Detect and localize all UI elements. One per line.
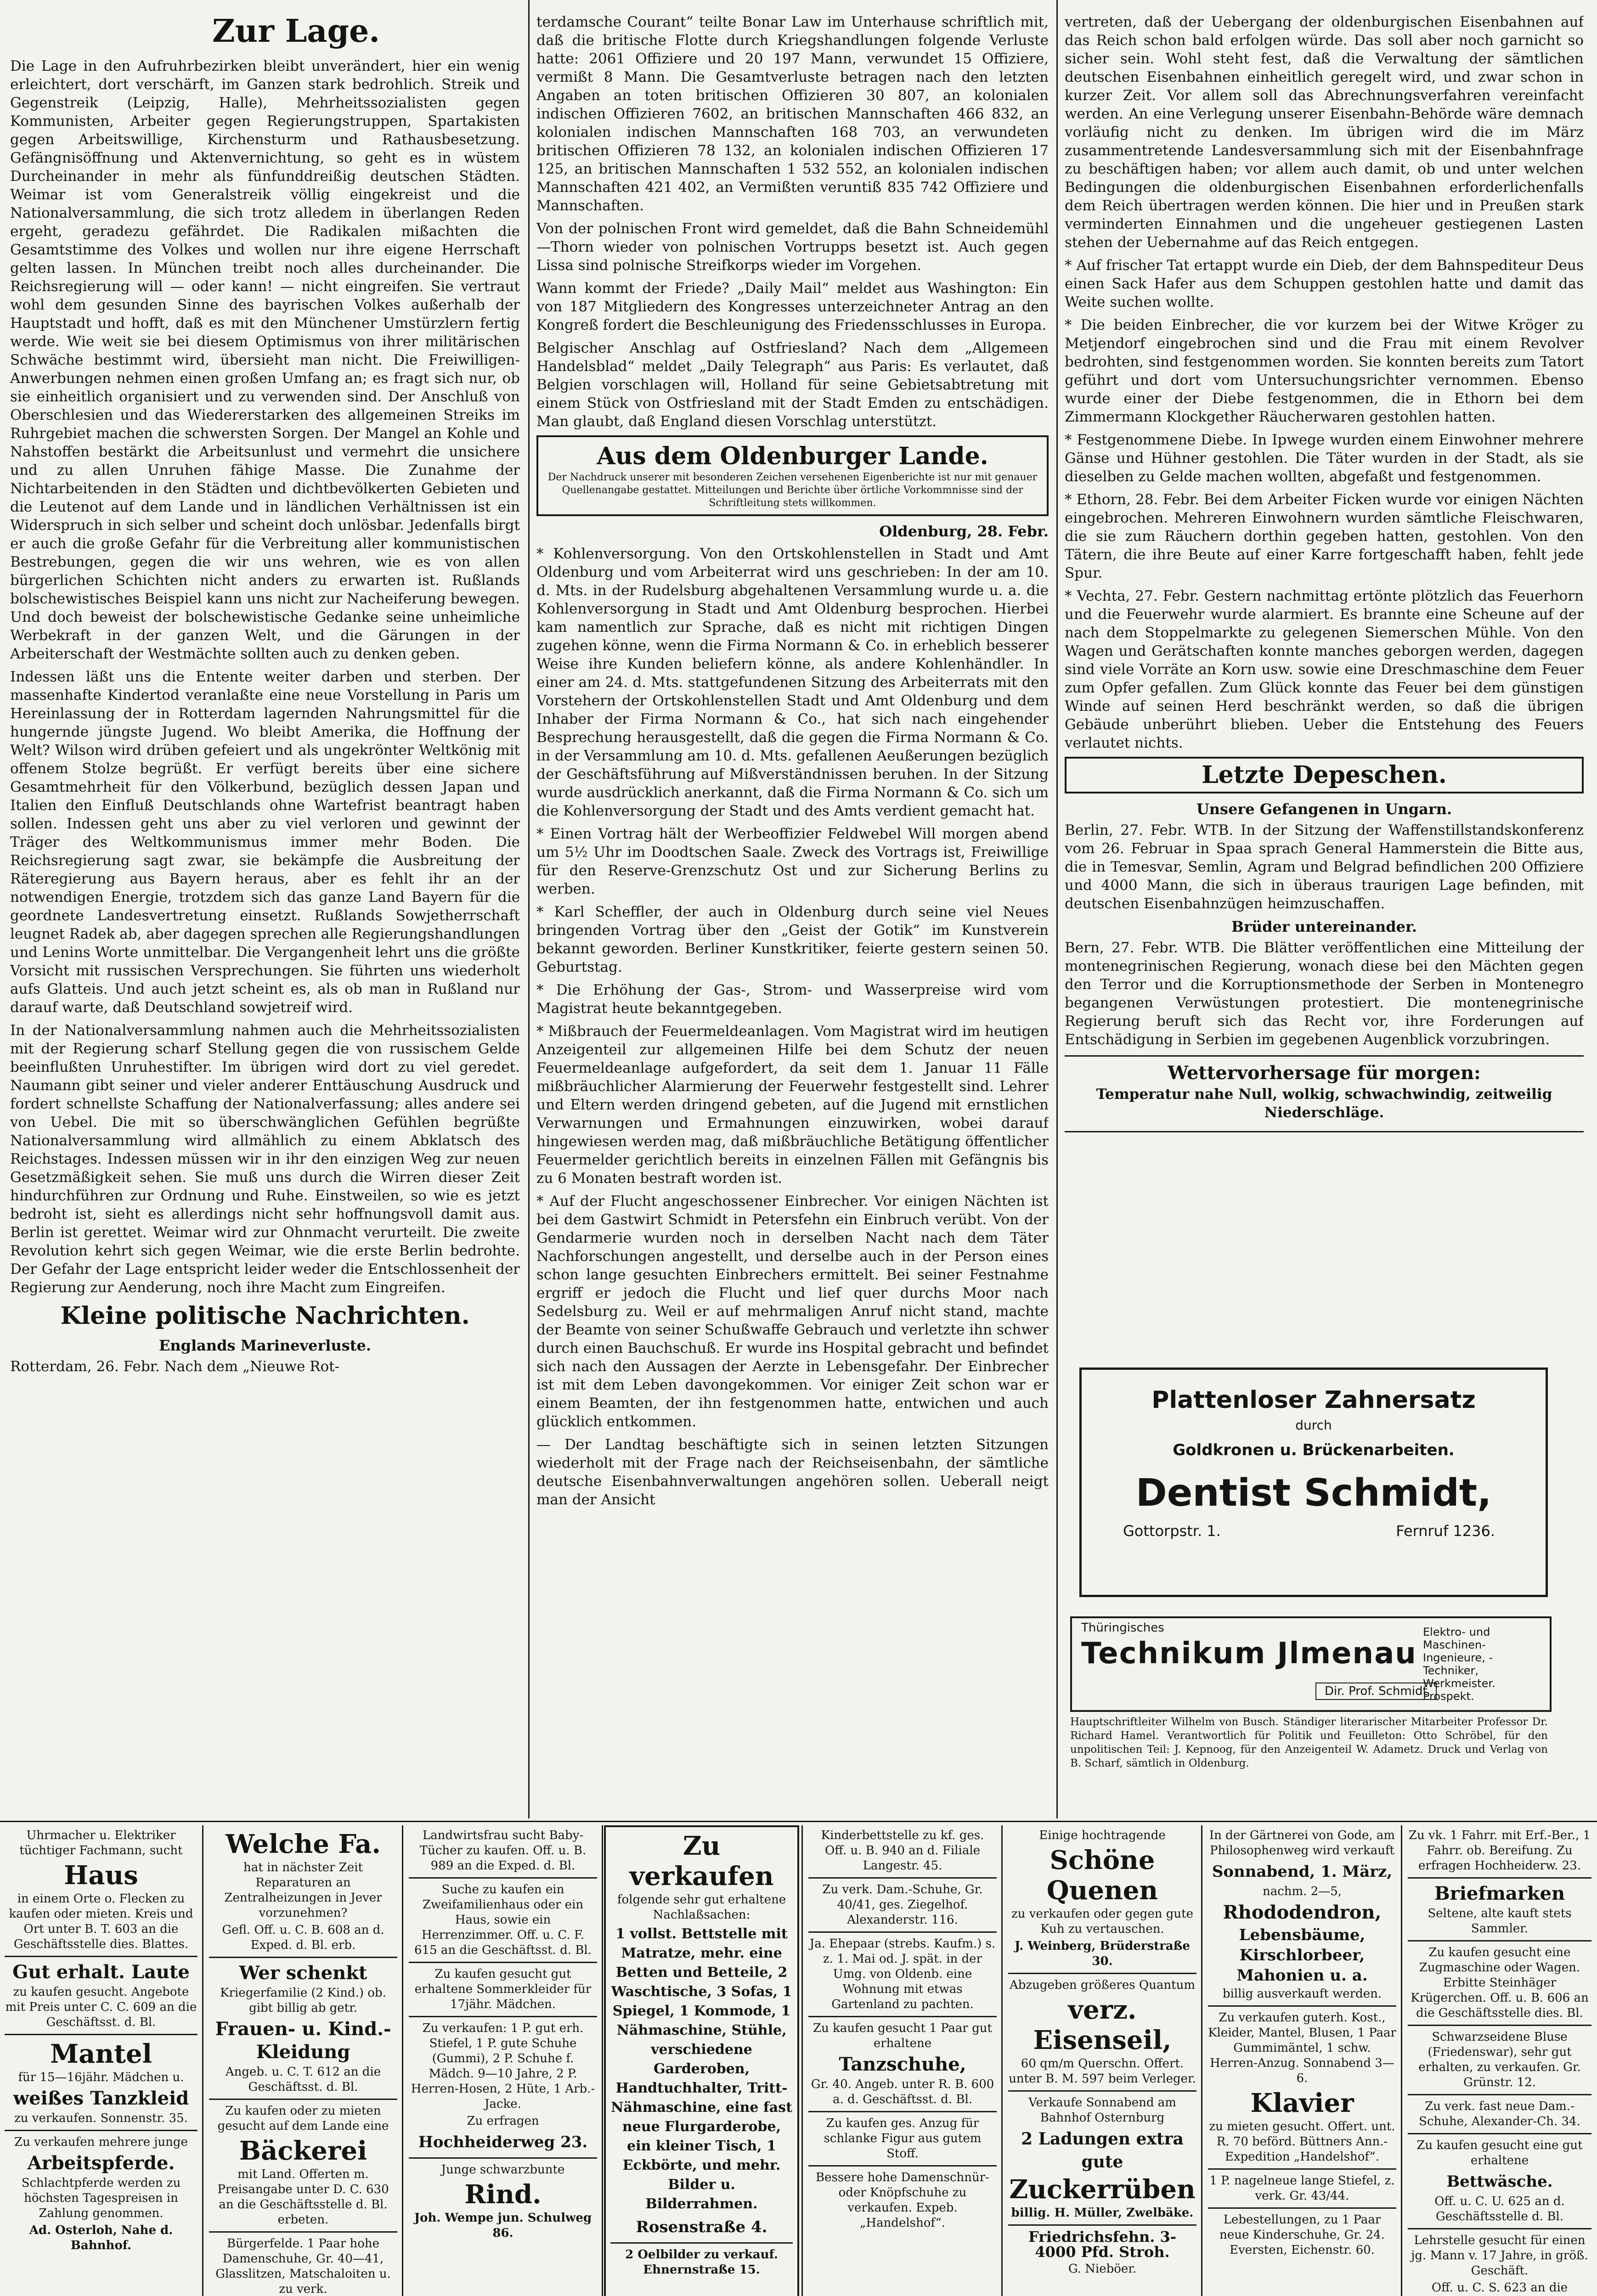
section-rule: [0, 1821, 1597, 1822]
article-paragraph: Berlin, 27. Febr. WTB. In der Sitzung der Waffenstillstandskonferenz vom 26. Februar in Spaa sprach General Hammerstein die Bitte aus, die in Temesvar, Semlin, Agram und Belgrad befindlichen 200 Offiziere und 4000 Mann, die sich in überaus traurigen Lage befinden, mit deutschen Eisenbahnzügen heimzuschaffen.: [1065, 822, 1584, 912]
ad-divider: [209, 1957, 397, 1958]
ad-text: Junge schwarzbunte: [441, 2163, 565, 2177]
ad-text: Angeb. u. C. T. 612 an die Geschäftsst. d. Bl.: [225, 2065, 381, 2094]
ad-zahn-title: Plattenloser Zahnersatz: [1151, 1386, 1476, 1414]
ad-text: Zu verk. fast neue Dam.-Schuhe, Alexander-Ch. 34.: [1419, 2099, 1580, 2128]
ad-text: Kinderbettstelle zu kf. ges. Off. u. B. 940 an d. Filiale Langestr. 45.: [821, 1829, 984, 1873]
ad-column-6: [1004, 1825, 1201, 2296]
article-paragraph: * Auf der Flucht angeschossener Einbrecher. Vor einigen Nächten ist bei dem Gastwirt Schmidt in Petersfehn ein Einbruch verübt. Von der Gendarmerie wurden noch in derselben Nacht nach dem Täter Nachforschungen angestellt, und derselbe auch in der Person eines schon lange gesuchten Einbrechers ermittelt. Bei seiner Festnahme ergriff er jedoch die Flucht und lief quer durchs Moor nach Sedelsburg zu. Weil er auf mehrmaligen Anruf nicht stand, machte der Beamte von seiner Schußwaffe Gebrauch und verletzte ihn schwer durch einen Bauchschuß. Er wurde ins Hospital gebracht und befindet sich nach den Aussagen der Aerzte in Lebensgefahr. Der Einbrecher ist mit dem Leben davongekommen. Vor einiger Zeit schon war er einem Beamten, der ihn festgenommen hatte, entwichen und auch glücklich entkommen.: [536, 1193, 1049, 1430]
ad-divider: [1208, 2168, 1396, 2170]
ad-rule: [1001, 1825, 1003, 2296]
ad-zahn-durch: durch: [1295, 1418, 1332, 1433]
ad-text: Bürgerfelde. 1 Paar hohe Damenschuhe, Gr. 40—41, Glasslitzen, Matschaloiten u. zu verk.: [215, 2237, 391, 2296]
ad-text: zu mieten gesucht. Offert. unt. R. 70 beförd. Büttners Ann.-Expedition „Handelshof“.: [1209, 2120, 1395, 2164]
column-rule: [528, 0, 530, 1818]
article-paragraph: * Festgenommene Diebe. In Ipwege wurden einem Einwohner mehrere Gänse und Hühner gestohlen. Die Täter wurden in der Stadt, als sie dieselben zu Gelde machen wollten, abgefaßt und festgenommen.: [1065, 432, 1584, 485]
ad-text: zu verkaufen. Sonnenstr. 35.: [14, 2111, 188, 2125]
ad-rule: [402, 1825, 403, 2296]
article-paragraph: * Die Erhöhung der Gas-, Strom- und Wasserpreise wird vom Magistrat heute bekanntgegeben.: [536, 982, 1049, 1017]
ad-text: Schlachtpferde werden zu höchsten Tagespreisen in Zahlung genommen.: [21, 2176, 181, 2220]
ad-heading: Bäckerei: [239, 2136, 367, 2166]
ad-column-1: [0, 1825, 202, 2296]
ad-text: Zu kaufen ges. Anzug für schlanke Figur aus gutem Stoff.: [824, 2116, 982, 2161]
ad-text: Ja. Ehepaar (strebs. Kaufm.) s. z. 1. Mai od. J. spät. in der Umg. von Oldenb. eine Wohnung mit etwas Gartenland zu pachten.: [809, 1937, 996, 2011]
ad-divider: [1408, 2094, 1591, 2095]
ad-text: Zu erfragen: [467, 2114, 539, 2128]
weather-text: Temperatur nahe Null, wolkig, schwachwindig, zeitweilig Niederschläge.: [1096, 1086, 1552, 1121]
ad-heading: weißes Tanzkleid: [13, 2088, 189, 2109]
article-paragraph: vertreten, daß der Uebergang der oldenburgischen Eisenbahnen auf das Reich schon bald erfolgen würde. Das soll aber noch garnicht so sicher sein. Wohl steht fest, daß die Verwaltung der sämtlichen deutschen Eisenbahnen einheitlich geregelt wird, und zwar schon in kurzer Zeit. Vor allem soll das Abrechnungsverfahren vereinfacht werden. An eine Verlegung unserer Eisenbahn-Behörde wäre demnach vorläufig nicht zu denken. Im übrigen wird die im März zusammentretende Landesversammlung sich mit der Eisenbahnfrage zu beschäftigen haben; vor allem auch damit, ob und unter welchen Bedingungen die oldenburgischen Eisenbahnen erforderlichenfalls dem Reich übertragen werden können. Die hier und in Preußen stark verminderten Einnahmen und die ungeheuer gestiegenen Lasten stehen der Uebernahme auf das Reich entgegen.: [1065, 14, 1584, 251]
column-rule: [1056, 0, 1058, 1818]
ad-text: Verkaufe Sonnabend am Bahnhof Osternburg: [1028, 2096, 1176, 2125]
ad-rule: [1201, 1825, 1202, 2296]
ad-heading: Frauen- u. Kind.-Kleidung: [215, 2018, 391, 2063]
ad-divider: [5, 2034, 198, 2035]
section-letzte-depeschen: [1065, 757, 1584, 793]
reprint-note: Der Nachdruck unserer mit besonderen Zeichen versehenen Eigenberichte ist nur mit genauer Quellenangabe gestattet. Mitteilungen und Berichte über örtliche Vorkommnisse sind der Schriftleitung stets willkommen.: [547, 472, 1038, 509]
ad-text: Gr. 40. Angeb. unter R. B. 600 a. d. Geschäftsst. d. Bl.: [811, 2077, 994, 2106]
ad-text: zu verkaufen oder gegen gute Kuh zu vertauschen.: [1011, 1907, 1193, 1936]
ad-text: billig. H. Müller, Zwelbäke.: [1011, 2206, 1194, 2220]
article-paragraph: * Kohlenversorgung. Von den Ortskohlenstellen in Stadt und Amt Oldenburg und vom Arbeiterrat wird uns geschrieben: In der am 10. d. Mts. in der Rudelsburg abgehaltenen Versammlung wurde u. a. die Kohlenversorgung in Stadt und Amt Oldenburg besprochen. Hierbei kam namentlich zur Sprache, daß es nicht mit richtigen Dingen zugehen könne, wenn die Firma Normann & Co. in erheblich besserer Weise ihre Kunden beliefern könne, als andere Kohlenhändler. In einer am 24. d. Mts. stattgefundenen Sitzung des Arbeiterrats mit den Vorstehern der Ortskohlenstellen Stadt und Amt Oldenburg und dem Inhaber der Firma Normann & Co., hat sich nach eingehender Besprechung herausgestellt, daß die gegen die Firma Normann & Co. in der Versammlung am 10. d. Mts. gefallenen Aeußerungen bezüglich der Geschäftsführung auf Mißverständnissen beruhen. In der Sitzung wurde ausdrücklich anerkannt, daß die Firma Normann & Co. sich um die Kohlenversorgung der Stadt und des Amts verdient gemacht hat.: [536, 546, 1049, 819]
article-paragraph: Die Lage in den Aufruhrbezirken bleibt unverändert, hier ein wenig erleichtert, dort verschärft, im Ganzen stark bedrohlich. Streik und Gegenstreik (Leipzig, Halle), Mehrheitssozialisten gegen Kommunisten, Arbeiter gegen Regierungstruppen, Spartakisten gegen Arbeitswillige, Kirchensturm und Rathausbesetzung. Gefängnisöffnung und Aktenvernichtung, so geht es in wüstem Durcheinander in mehr als fünfunddreißig deutschen Städten. Weimar ist vom Generalstreik völlig eingekreist und die Nationalversammlung, die sich trotz alledem in überlangen Reden ergeht, geradezu gefährdet. Die Radikalen mißachten die Gesamtstimme des Volkes und wollen nur ihre eigene Herrschaft gelten lassen. In München treibt noch alles durcheinander. Die Reichsregierung will — oder kann! — nicht eingreifen. Sie vertraut wohl dem gesunden Sinne des bayrischen Volkes außerhalb der Hauptstadt und hofft, daß es mit den Münchener Umstürzlern fertig werde. Wie weit sie bei diesem Optimismus von ihrer militärischen Schwäche bestimmt wird, übersieht man nicht. Die Freiwilligen-Anwerbungen nehmen einen großen Umfang an; es fragt sich nur, ob sie einheitlich organisiert und zu verwenden sind. Der Anschluß von Oberschlesien und das Wiedererstarken des allgemeinen Streiks im Ruhrgebiet machen die schwersten Sorgen. Der Mangel an Kohle und Nahstoffen bestärkt die Arbeitsunlust und vermehrt die unsichere und zu allen Unruhen fähige Masse. Die Zunahme der Nichtarbeitenden in den Städten und dichtbevölkerten Gebieten und die Leutenot auf dem Lande und in ländlichen Verhältnissen ist ein Widerspruch in sich selber und scheint doch unlösbar. Jedenfalls birgt er auch die große Gefahr für die Verbreitung aller kommunistischen Bestrebungen, gegen die wir uns wehren, wie es von allen bürgerlichen Schichten nicht anders zu erwarten ist. Rußlands bolschewistisches Beispiel kann uns nicht zur Nacheiferung bewegen. Und doch beweist der bolschewistische Gedanke seine unheimliche Werbekraft in der ganzen Welt, und die Gärungen in der Arbeiterschaft der Westmächte sollten auch zu denken geben.: [10, 58, 520, 662]
ad-rule: [801, 1825, 803, 2296]
ad-divider: [409, 2016, 597, 2017]
ad-divider: [808, 2111, 997, 2112]
article-paragraph: Bern, 27. Febr. WTB. Die Blätter veröffentlichen eine Mitteilung der montenegrinischen Regierung, wonach diese bei den Mächten gegen den Terror und die Korruptionsmethode der Serben in Montenegro begangenen Verwüstungen protestiert. Die montenegrinische Regierung beruft sich das Recht vor, ihre Forderungen auf Entschädigung in Serbien im gegebenen Augenblick vorzubringen.: [1065, 940, 1584, 1048]
ad-column-4: [604, 1825, 799, 2296]
subheading-gefangene: Unsere Gefangenen in Ungarn.: [1196, 800, 1452, 818]
ad-text: Abzugeben größeres Quantum: [1010, 1978, 1195, 1992]
ad-text: Zu kaufen gesucht gut erhaltene Sommerkleider für 17jähr. Mädchen.: [414, 1967, 592, 2011]
ad-divider: [409, 1962, 597, 1963]
article-paragraph: Wann kommt der Friede? „Daily Mail“ meldet aus Washington: Ein von 187 Mitgliedern des Kongresses unterzeichneter Antrag an den Kongreß fordert die Beschleunigung des Friedensschlusses in Europa.: [536, 280, 1049, 333]
ad-divider: [808, 1877, 997, 1879]
ad-divider: [1008, 2224, 1196, 2226]
ad-text: Seltene, alte kauft stets Sammler.: [1428, 1907, 1572, 1936]
ad-divider: [610, 2242, 793, 2244]
ad-divider: [5, 2130, 198, 2131]
article-paragraph: * Karl Scheffler, der auch in Oldenburg durch seine viel Neues bringenden Vortrag über den „Geist der Gotik“ im Kunstverein bekannt geworden. Berliner Kunstkritiker, feierte gestern seinen 50. Geburtstag.: [536, 904, 1049, 975]
weather-box: [1065, 1055, 1584, 1132]
column-2: [536, 13, 1049, 1822]
ad-text: Einige hochtragende: [1039, 1829, 1166, 1842]
ad-tech-name: Technikum Jlmenau: [1081, 1637, 1417, 1671]
ad-heading: Klavier: [1250, 2088, 1354, 2118]
subheading-brueder: Brüder untereinander.: [1231, 918, 1417, 935]
ad-text: Friedrichsfehn. 3-4000 Pfd. Stroh.: [1028, 2228, 1177, 2261]
article-paragraph: — Der Landtag beschäftigte sich in seinen letzten Sitzungen wiederholt mit der Frage nach der Reichseisenbahn, der sämtliche deutsche Eisenbahnverwaltungen angehören sollen. Ueberall neigt man der Ansicht: [536, 1436, 1049, 1508]
ad-divider: [1408, 2228, 1591, 2229]
ad-heading: Welche Fa.: [226, 1829, 381, 1859]
subheading-marineverluste: Englands Marineverluste.: [158, 1337, 372, 1354]
ad-divider: [1408, 1940, 1591, 1941]
ad-heading: Hochheiderweg 23.: [418, 2133, 588, 2151]
ad-text: Zu vk. 1 Fahrr. mit Erf.-Ber., 1 Fahrr. ob. Bereifung. Zu erfragen Hochheiderw. 23.: [1408, 1829, 1591, 1873]
ad-dentist-schmidt: [1079, 1367, 1548, 1597]
ad-text: Uhrmacher u. Elektriker tüchtiger Fachmann, sucht: [19, 1829, 183, 1857]
ad-zahn-name: Dentist Schmidt,: [1135, 1471, 1492, 1515]
ad-text: Joh. Wempe jun. Schulweg 86.: [414, 2211, 592, 2240]
ad-divider: [1008, 1973, 1196, 1974]
ad-divider: [1008, 2090, 1196, 2092]
ad-heading: Tanzschuhe,: [839, 2054, 966, 2075]
ad-text: Lehrstelle gesucht für einen jg. Mann v. 17 Jahre, in größ. Geschäft.: [1411, 2234, 1588, 2278]
ad-heading: 2 Ladungen extra gute: [1021, 2129, 1184, 2172]
article-paragraph: * Ethorn, 28. Febr. Bei dem Arbeiter Ficken wurde vor einigen Nächten eingebrochen. Mehreren Einwohnern wurden sämtliche Fleischwaren, die sie zum Räuchern dorthin gegeben hatten, gestohlen. Von den Tätern, die ihre Beute auf einer Karre fortgeschafft haben, fehlt jede Spur.: [1065, 491, 1584, 581]
article-paragraph: * Die beiden Einbrecher, die vor kurzem bei der Witwe Kröger zu Metjendorf eingebrochen sind und die Frau mit einem Revolver bedrohten, sind festgenommen worden. Sie konnten bereits zum Tatort geführt und dort vom Untersuchungsrichter vernommen. Ebenso wurde einer der Diebe festgenommen, die in Ethorn bei dem Zimmermann Klockgether Räucherwaren gestohlen hatten.: [1065, 317, 1584, 425]
ad-text: Zu verkaufen guterh. Kost., Kleider, Mantel, Blusen, 1 Paar Gummimäntel, 1 schw. Herren-Anzug. Sonnabend 3—6.: [1208, 2011, 1396, 2085]
ad-divider: [209, 2099, 397, 2100]
ad-heading: Rhododendron,: [1223, 1902, 1382, 1923]
ad-heading: Haus: [64, 1860, 138, 1891]
article-paragraph: * Auf frischer Tat ertappt wurde ein Dieb, der dem Bahnspediteur Deus einen Sack Hafer aus dem Schuppen gestohlen hatte und damit das Weite suchen wollte.: [1065, 257, 1584, 310]
ad-tech-top: Thüringisches: [1081, 1621, 1164, 1635]
ad-text: Gefl. Off. u. C. B. 608 an d. Exped. d. Bl. erb.: [222, 1923, 384, 1952]
dateline: Oldenburg, 28. Febr.: [879, 523, 1049, 540]
column-3: [1065, 13, 1584, 1358]
ad-text: Bessere hohe Damenschnür- oder Knöpfschuhe zu verkaufen. Expeb. „Handelshof“.: [816, 2171, 989, 2230]
ad-text: 1 P. nagelneue lange Stiefel, z. verk. Gr. 43/44.: [1209, 2174, 1395, 2203]
ad-column-7: [1203, 1825, 1401, 2296]
ad-heading: Arbeitspferde.: [27, 2152, 175, 2174]
ad-divider: [409, 2157, 597, 2159]
ad-text: folgende sehr gut erhaltene Nachlaßsachen:: [617, 1893, 786, 1922]
ad-heading: Rosenstraße 4.: [636, 2218, 767, 2236]
imprint: Hauptschriftleiter Wilhelm von Busch. Ständiger literarischer Mitarbeiter Professor Dr. Richard Hamel. Verantwortlich für Politik und Feuilleton: Otto Schröbel, für den unpolitischen Teil: J. Kepnoog, für den Anzeigenteil W. Adametz. Druck und Verlag von B. Scharf, sämtlich in Oldenburg.: [1070, 1716, 1548, 1769]
article-paragraph: Indessen läßt uns die Entente weiter darben und sterben. Der massenhafte Kindertod veranlaßte eine neue Vorstellung in Paris um Hereinlassung der in Rotterdam lagernden Nahrungsmittel für die hungernde jüngste Jugend. Wo bleibt Amerika, die Hoffnung der Welt? Wilson wird drüben gefeiert und als ungekrönter Weltkönig mit offenem Stolze begrüßt. Er verfügt bereits über eine sichere Gesamtmehrheit für den Völkerbund, bezüglich dessen Japan und Italien den Einfluß Deutschlands ohne Wartefrist beantragt haben sollen. Indessen geht uns aber zu viel verloren und gewinnt der Träger des Weltkommunismus immer mehr Boden. Die Reichsregierung sagt zwar, sie bekämpfe die Ausbreitung der Räteregierung aus Bayern heraus, aber es fehlt ihr an der notwendigen Energie, trotzdem sich das ganze Land Bayern für die geordnete Landesvertretung einsetzt. Rußlands Sowjetherrschaft leugnet Radek ab, aber dagegen sprechen alle Regierungshandlungen und Lenins Worte unmittelbar. Die Vergangenheit lehrt uns die größte Vorsicht mit russischen Versprechungen. Sie führten uns wiederholt aufs Glatteis. Und auch jetzt scheint es, als ob man in Rußland nur darauf warte, daß Deutschland sowjetreif wird.: [10, 669, 520, 1016]
ad-text: Zu kaufen gesucht eine Zugmaschine oder Wagen. Erbitte Steinhäger Krügerchen. Off. u. B. 606 an die Geschäftsstelle dies. Bl.: [1411, 1946, 1589, 2020]
section-oldenburger-lande: [536, 435, 1049, 516]
ad-column-5: [804, 1825, 1001, 2296]
ad-text: billig ausverkauft werden.: [1222, 1987, 1382, 2001]
ad-text: hat in nächster Zeit Reparaturen an Zentralheizungen in Jever vorzunehmen?: [224, 1861, 382, 1920]
article-paragraph: * Vechta, 27. Febr. Gestern nachmittag ertönte plötzlich das Feuerhorn und die Feuerwehr wurde alarmiert. Es brannte eine Scheune auf der nach dem Stoppelmarkte zu gelegenen Siemerschen Mühle. Von den Wagen und Gerätschaften konnte manches geborgen werden, dagegen sind viele Vorräte an Korn usw. sowie eine Dreschmaschine dem Feuer zum Opfer gefallen. Zum Glück konnte das Feuer bei dem günstigen Winde auf seinen Herd beschränkt werden, so daß die übrigen Gebäude unberührt blieben. Ueber die Entstehung des Feuers verlautet nichts.: [1065, 588, 1584, 751]
ad-tech-director: Dir. Prof. Schmidt: [1315, 1683, 1437, 1700]
ad-text: 60 qm/m Querschn. Offert. unter B. M. 597 beim Verleger.: [1009, 2057, 1196, 2086]
ad-heading: Mantel: [50, 2039, 152, 2069]
ad-rule: [1401, 1825, 1402, 2296]
headline-oldenburger-lande: Aus dem Oldenburger Lande.: [597, 442, 988, 470]
ad-heading: verz. Eisenseil,: [1033, 1995, 1172, 2055]
ad-text: Zu verkaufen: 1 P. gut erh. Stiefel, 1 P. gute Schuhe (Gummi), 2 P. Schuhe f. Mädch. 9—10 Jahre, 2 P. Herren-Hosen, 2 Hüte, 1 Arb.-Jacke.: [411, 2021, 595, 2111]
ad-text: Schwarzseidene Bluse (Friedenswar), sehr gut erhalten, zu verkaufen. Gr. Grünstr. 12.: [1418, 2030, 1581, 2089]
ad-text: zu kaufen gesucht. Angebote mit Preis unter C. C. 609 an die Geschäftsst. d. Bl.: [5, 1985, 197, 2029]
article-paragraph: Rotterdam, 26. Febr. Nach dem „Nieuwe Rot-: [10, 1358, 340, 1375]
ad-heading: Bettwäsche.: [1446, 2172, 1553, 2191]
article-paragraph: In der Nationalversammlung nahmen auch die Mehrheitssozialisten mit der Regierung scharf Stellung gegen die von russischem Gelde beeinflußten Unruhestifter. Im übrigen wird dort zu viel geredet. Naumann gibt seiner und vieler anderer Enttäuschung Ausdruck und fordert schnellste Schaffung der Nationalverfassung; alles andere sei von Uebel. Die mit so überschwänglichen Gefühlen begrüßte Nationalversammlung wird allmählich zu einem Abklatsch des Reichstages. Indessen müssen wir in ihr den einzigen Weg zur neuen Gesetzmäßigkeit sehen. Sie muß uns durch die Wirren dieser Zeit hindurchführen zur Ordnung und Ruhe. Einstweilen, so wie es jetzt bedroht ist, sieht es allerdings nicht sehr hoffnungsvoll damit aus. Berlin ist gerettet. Weimar wird zur Ohnmacht verurteilt. Die zweite Revolution kehrt sich gegen Weimar, wie die erste Berlin bedrohte. Der Gefahr der Lage entspricht leider weder die Entschlossenheit der Regierung zur Aenderung, noch ihre Macht zum Eingreifen.: [10, 1022, 520, 1296]
ad-divider: [808, 2016, 997, 2017]
ad-divider: [5, 1956, 198, 1957]
ad-divider: [209, 2231, 397, 2233]
ad-rule: [602, 1825, 603, 2296]
ad-heading: Schöne Quenen: [1046, 1845, 1158, 1906]
classified-ads: [0, 1825, 1597, 2296]
ad-divider: [808, 1931, 997, 1933]
ad-divider: [808, 2165, 997, 2167]
ad-text: Off. u. C. U. 625 an d. Geschäftsstelle d. Bl.: [1434, 2195, 1565, 2223]
ad-heading: Zu verkaufen: [629, 1831, 774, 1891]
ad-technikum-jlmenau: [1070, 1616, 1552, 1712]
ad-heading: Gut erhalt. Laute: [12, 1961, 190, 1983]
ad-column-3: [404, 1825, 602, 2296]
weather-title: Wettervorhersage für morgen:: [1168, 1062, 1481, 1084]
article-paragraph: * Mißbrauch der Feuermeldeanlagen. Vom Magistrat wird im heutigen Anzeigenteil zur allgemeinen Hilfe bei dem Schutz der neuen Feuermeldeanlage aufgefordert, da seit dem 1. Januar 11 Fälle mißbräuchlicher Alarmierung der Feuerwehr festgestellt sind. Lehrer und Eltern werden dringend gebeten, auf die Jugend mit ernstlichen Verwarnungen und Ermahnungen einzuwirken, wobei darauf hingewiesen werden mag, daß mißbräuchliche Betätigung öffentlicher Feuermelder gerichtlich bereits in einzelnen Fällen mit Gefängnis bis zu 6 Monaten bestraft worden ist.: [536, 1023, 1049, 1187]
ad-rule: [202, 1825, 203, 2296]
ad-column-2: [204, 1825, 402, 2296]
ad-text: Zu kaufen gesucht eine gut erhaltene: [1416, 2138, 1583, 2167]
ad-text: Landwirtsfrau sucht Baby-Tücher zu kaufen. Off. u. B. 989 an die Exped. d. Bl.: [419, 1829, 587, 1873]
ad-text: mit Land. Offerten m. Preisangabe unter D. C. 630 an die Geschäftsstelle d. Bl. erbeten.: [217, 2167, 389, 2227]
ad-divider: [1208, 2207, 1396, 2209]
ad-divider: [1408, 1877, 1591, 1879]
ad-zahn-address: Gottorpstr. 1.: [1123, 1522, 1221, 1540]
headline-kleine-nachrichten: Kleine politische Nachrichten.: [60, 1302, 470, 1330]
ad-divider: [1408, 2133, 1591, 2134]
ad-text: Off. u. C. S. 623 an die: [1431, 2281, 1568, 2295]
article-paragraph: Von der polnischen Front wird gemeldet, daß die Bahn Schneidemühl—Thorn wieder von polnischen Vortrupps besetzt ist. Auch gegen Lissa sind polnische Streifkorps wieder im Vorgehen.: [536, 220, 1049, 274]
ad-text: Zu kaufen oder zu mieten gesucht auf dem Lande eine: [217, 2104, 389, 2133]
ad-text: J. Weinberg, Brüderstraße 30.: [1015, 1939, 1190, 1968]
ad-text: In der Gärtnerei von Gode, am Philosophenweg wird verkauft: [1209, 1829, 1395, 1857]
ad-text: Kriegerfamilie (2 Kind.) ob. gibt billig ab getr.: [220, 1986, 386, 2015]
ad-zahn-phone: Fernruf 1236.: [1396, 1522, 1495, 1540]
ad-heading: Sonnabend, 1. März,: [1212, 1863, 1393, 1881]
ad-text: 1 vollst. Bettstelle mit Matratze, mehr. eine Betten und Betteile, 2 Waschtische, 3 Sofas, 1 Spiegel, 1 Kommode, 1 Nähmaschine, Stühle, verschiedene Garderoben, Handtuchhalter, Tritt-Nähmaschine, eine fast neue Flurgarderobe, ein kleiner Tisch, 1 Eckbörte, und mehr. Bilder u. Bilderrahmen.: [611, 1926, 792, 2212]
ad-text: Suche zu kaufen ein Zweifamilienhaus oder ein Haus, sowie ein Herrenzimmer. Off. u. C. F. 615 an die Geschäftsst. d. Bl.: [414, 1883, 592, 1957]
ad-heading: Lebensbäume, Kirschlorbeer, Mahonien u. a.: [1236, 1926, 1368, 1985]
headline-letzte-depeschen: Letzte Depeschen.: [1202, 761, 1447, 789]
article-paragraph: Belgischer Anschlag auf Ostfriesland? Nach dem „Allgemeen Handelsblad“ meldet „Daily Telegraph“ aus Paris: Es verlautet, daß Belgien vorschlagen will, Holland für seine Gebietsabtretung mit einem Stück von Ostfriesland mit der Stadt Emden zu entschädigen. Man glaubt, daß England diesen Vorschlag unterstützt.: [536, 340, 1049, 430]
ad-divider: [1408, 2025, 1591, 2026]
ad-zahn-services: Goldkronen u. Brückenarbeiten.: [1173, 1441, 1455, 1459]
ad-zahn-contact: [1123, 1522, 1495, 1540]
ad-heading: Rind.: [464, 2179, 542, 2210]
ad-text: Zu verkaufen mehrere junge: [14, 2135, 188, 2149]
ad-text: 2 Oelbilder zu verkauf. Ehnernstraße 15.: [625, 2248, 778, 2277]
ad-tech-programs: Elektro- und Maschinen-Ingenieure, -Techniker, Werkmeister. Prospekt.: [1423, 1626, 1495, 1703]
headline-zur-lage: Zur Lage.: [212, 13, 380, 50]
ad-text: Zu kaufen gesucht 1 Paar gut erhaltene: [813, 2021, 992, 2050]
ad-divider: [1208, 2005, 1396, 2007]
ad-heading: Zuckerrüben: [1009, 2174, 1196, 2205]
ad-column-8: [1403, 1825, 1596, 2296]
article-paragraph: * Einen Vortrag hält der Werbeoffizier Feldwebel Will morgen abend um 5½ Uhr im Doodtschen Saale. Zweck des Vortrags ist, Freiwillige für den Reserve-Grenzschutz Ost und zur Sicherung Berlins zu werben.: [536, 826, 1049, 897]
ad-text: G. Nieböer.: [1068, 2262, 1137, 2276]
ad-text: Ad. Osterloh, Nahe d. Bahnhof.: [29, 2223, 173, 2252]
ad-heading: Wer schenkt: [239, 1962, 367, 1984]
ad-heading: Briefmarken: [1434, 1883, 1565, 1904]
article-paragraph: terdamsche Courant“ teilte Bonar Law im Unterhause schriftlich mit, daß die britische Flotte durch Kriegshandlungen folgende Verluste hatte: 2061 Offiziere und 20 197 Mann, verwundet 15 Offiziere, vermißt 8 Mann. Die Gesamtverluste betragen nach den letzten Angaben an toten britischen Offizieren 30 807, an kolonialen indischen Offizieren 7602, an britischen Mannschaften 466 832, an kolonialen indischen Mannschaften 168 703, an verwundeten britischen Offizieren 78 132, an kolonialen indischen Offizieren 17 125, an britischen Mannschaften 1 532 552, an kolonialen indischen Mannschaften 421 402, an Vermißten veruntiß 835 742 Offiziere und Mannschaften.: [536, 14, 1049, 214]
ad-text: für 15—16jähr. Mädchen u.: [18, 2071, 184, 2084]
ad-text: in einem Orte o. Flecken zu kaufen oder mieten. Kreis und Ort unter B. T. 603 an die Geschäftsstelle dies. Blattes.: [9, 1892, 193, 1951]
ad-divider: [409, 1877, 597, 1879]
ad-text: Zu verk. Dam.-Schuhe, Gr. 40/41, ges. Ziegelhof. Alexanderstr. 116.: [822, 1883, 983, 1927]
ad-text: Lebestellungen, zu 1 Paar neue Kinderschuhe, Gr. 24. Eversten, Eichenstr. 60.: [1219, 2213, 1385, 2257]
column-1: [10, 13, 520, 1822]
ad-text: nachm. 2—5,: [1262, 1885, 1342, 1898]
